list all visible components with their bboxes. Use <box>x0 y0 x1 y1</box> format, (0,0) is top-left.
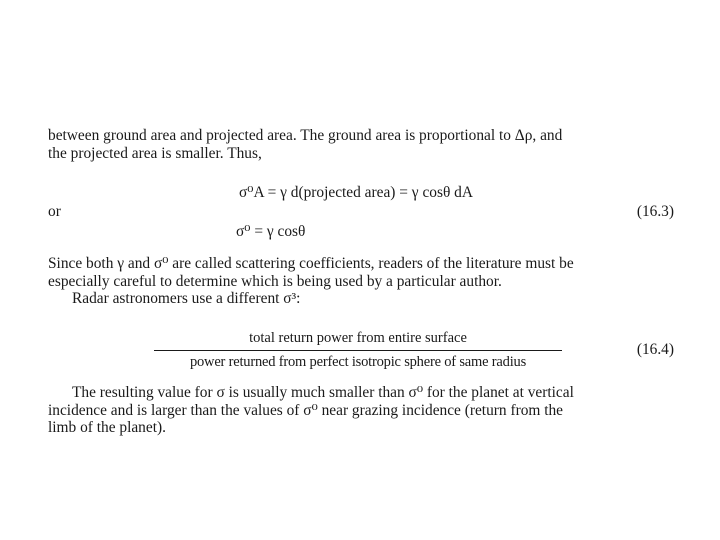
paragraph-line: between ground area and projected area. The ground area is proportional to Δρ, and <box>48 127 563 144</box>
paragraph-scattering-coefficients <box>48 255 674 308</box>
paragraph-line: especially careful to determine which is being used by a particular author. <box>48 272 502 290</box>
paragraph-line: Since both γ and σ⁰ are called scattering coefficients, readers of the literature must be <box>48 255 574 272</box>
paragraph-line: Radar astronomers use a different σ³: <box>72 290 301 307</box>
paragraph-ground-area <box>48 127 674 162</box>
or-connector: or <box>48 203 61 220</box>
equation-projected-area: σ⁰A = γ d(projected area) = γ cosθ dA <box>239 184 473 201</box>
equation-radar-fraction <box>154 330 562 371</box>
paragraph-line: the projected area is smaller. Thus, <box>48 144 262 162</box>
paragraph-line: incidence and is larger than the values of σ⁰ near grazing incidence (return from the <box>48 401 564 419</box>
paragraph-line: limb of the planet). <box>48 419 166 436</box>
fraction-denominator: power returned from perfect isotropic sphere of same radius <box>189 354 527 370</box>
equation-number-16-4: (16.4) <box>636 341 674 358</box>
paragraph-resulting-value <box>48 384 674 437</box>
paragraph-line: The resulting value for σ is usually much smaller than σ⁰ for the planet at vertical <box>72 384 574 401</box>
fraction-numerator: total return power from entire surface <box>154 330 562 351</box>
equation-number-16-3: (16.3) <box>636 203 674 220</box>
equation-sigma-cos: σ⁰ = γ cosθ <box>236 223 306 240</box>
